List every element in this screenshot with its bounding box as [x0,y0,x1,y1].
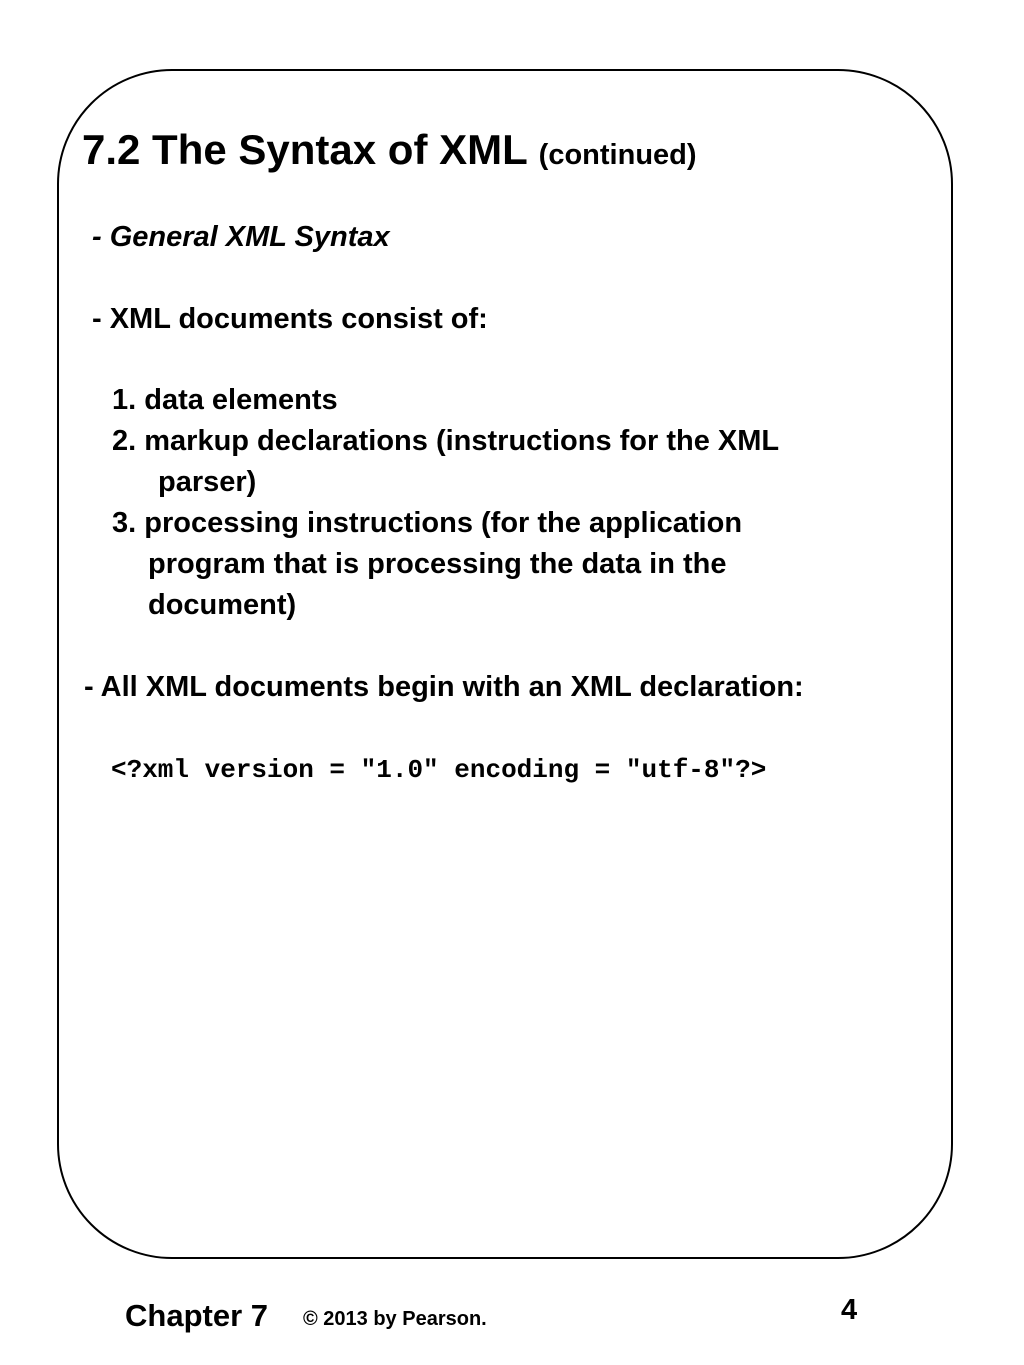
slide-title-main: 7.2 The Syntax of XML [82,126,527,173]
footer-chapter: Chapter 7 [125,1298,268,1333]
footer-copyright: © 2013 by Pearson. [303,1308,487,1330]
list-item-processing-instructions: 3. processing instructions (for the application [112,507,743,539]
list-item-markup-declarations: 2. markup declarations (instructions for the XML [112,425,780,457]
xml-declaration-code: <?xml version = "1.0" encoding = "utf-8"?> [111,755,767,785]
section-subtitle: - General XML Syntax [92,221,390,253]
slide-title-suffix: (continued) [538,139,697,171]
list-item-markup-declarations-cont: parser) [158,466,257,498]
list-item-data-elements: 1. data elements [112,384,338,416]
slide-title [82,126,697,173]
list-item-processing-instructions-cont-2: document) [148,589,297,621]
body-line-xml-declaration: - All XML documents begin with an XML declaration: [84,671,804,703]
body-line-consist: - XML documents consist of: [92,303,488,335]
list-item-processing-instructions-cont-1: program that is processing the data in the [148,548,727,580]
page-number: 4 [841,1294,858,1326]
